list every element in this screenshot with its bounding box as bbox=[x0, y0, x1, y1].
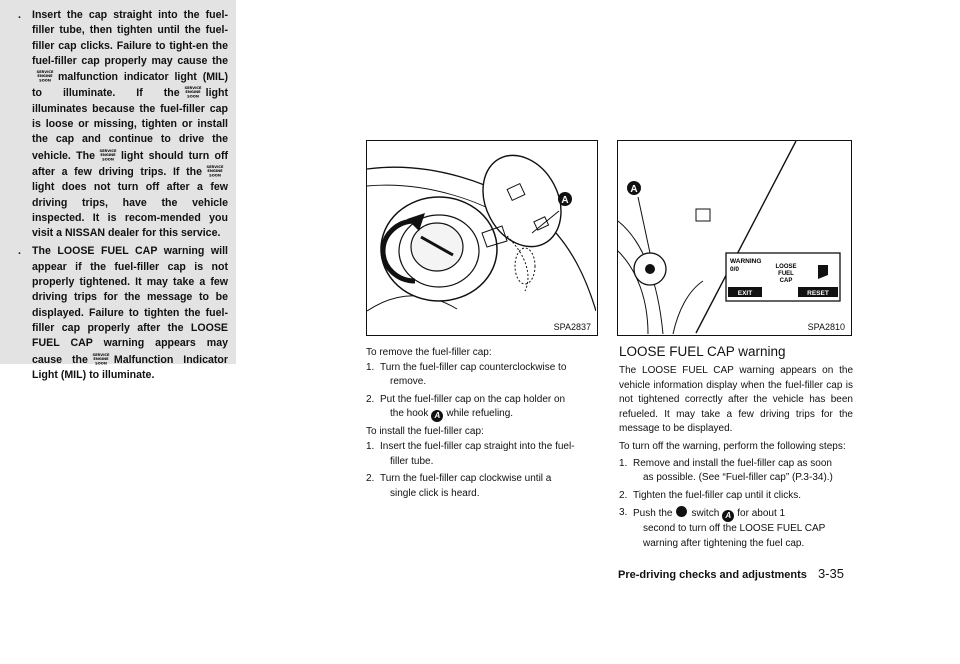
list-item: 1. Remove and install the fuel-filler cap as soon as possible. (See “Fuel-filler cap” (P.3-34).) bbox=[619, 457, 833, 484]
svg-text:SOON: SOON bbox=[209, 173, 221, 177]
svg-text:ENGINE: ENGINE bbox=[93, 356, 109, 361]
svg-text:ENGINE: ENGINE bbox=[100, 152, 116, 157]
callout-a-icon: A bbox=[722, 510, 734, 522]
svg-text:SERVICE: SERVICE bbox=[99, 148, 117, 153]
svg-text:ENGINE: ENGINE bbox=[207, 169, 223, 174]
svg-text:0/0: 0/0 bbox=[730, 266, 740, 273]
dashboard-illustration bbox=[618, 141, 850, 334]
warning-column bbox=[0, 0, 236, 381]
svg-text:EXIT: EXIT bbox=[737, 290, 753, 297]
list-item: 2. Turn the fuel-filler cap clockwise until a single click is heard. bbox=[366, 473, 552, 499]
svg-text:SOON: SOON bbox=[186, 94, 199, 99]
page-footer bbox=[618, 566, 844, 581]
figure-code: SPA2837 bbox=[553, 322, 591, 332]
section-heading: LOOSE FUEL CAP warning bbox=[619, 344, 786, 359]
list-item: 1. Insert the fuel-filler cap straight into the fuel- filler tube. bbox=[366, 440, 575, 467]
list-item: 1. Turn the fuel-filler cap counterclockwise to remove. bbox=[366, 361, 567, 388]
svg-text:SERVICE: SERVICE bbox=[36, 70, 54, 75]
svg-text:SOON: SOON bbox=[39, 78, 51, 83]
service-engine-soon-icon bbox=[96, 148, 120, 161]
svg-text:WARNING: WARNING bbox=[730, 258, 762, 265]
loose-fuel-cap-section: LOOSE FUEL CAP warning The LOOSE FUEL CAP warning appears on the vehicle information display when the fuel-filler cap is not tightened correctly after the vehicle has been refueled. It may take a few driving trips for the message to be displayed. To turn off the warning, perform the following steps: 1. Remove and install the fuel-filler cap as soon as possible. (See “Fuel-filler cap” (P.3-34).) 2. Tighten the fuel-filler cap until it clicks. 3. Push the switch A for about 1 second to turn off the LOOSE FUEL CAP warning after tightening the fuel cap. bbox=[619, 344, 853, 552]
svg-text:A: A bbox=[630, 184, 638, 195]
service-engine-soon-icon bbox=[181, 85, 205, 98]
switch-icon bbox=[676, 506, 687, 517]
svg-text:RESET: RESET bbox=[807, 290, 829, 297]
page-number: 3-35 bbox=[817, 566, 844, 581]
list-item: 2. Tighten the fuel-filler cap until it clicks. bbox=[619, 489, 802, 501]
svg-text:A: A bbox=[561, 195, 569, 206]
svg-text:FUEL: FUEL bbox=[778, 271, 794, 277]
fuel-cap-removal-figure bbox=[366, 140, 598, 336]
fuel-cap-illustration bbox=[367, 141, 596, 334]
svg-text:SOON: SOON bbox=[95, 360, 107, 365]
figure-code: SPA2810 bbox=[807, 322, 845, 332]
section-title: Pre-driving checks and adjustments bbox=[618, 569, 807, 581]
bullet-item: . The LOOSE FUEL CAP warning will appear if the fuel-filler cap is not properly tightened. It may take a few driving trips for the message to be displayed. Failure to tighten the fuel-filler cap properly after the LOOSE FUEL CAP warning appears may cause the SERVICE ENGINE SOON Malfunction Indicator Light (MIL) to illuminate. bbox=[18, 245, 228, 381]
service-engine-soon-icon bbox=[89, 352, 113, 365]
service-engine-soon-icon bbox=[203, 164, 227, 177]
bullet-item: . Insert the cap straight into the fuel-filler tube, then tighten until the fuel-filler cap clicks. Failure to tight-en the fuel-filler cap properly may cause the SERVICE ENGINE SOON malfunction indicator light (MIL) to illuminate. If the SERVICE ENGINE SOON light illuminates because the fuel-filler cap is loose or missing, tighten or install the cap and continue to drive the vehicle. The SERVICE ENGINE SOON light should turn off after a few driving trips. If the SERVICE ENGINE SOON light does not turn off after a few driving trips, have the vehicle inspected. It is recom-mended you visit a NISSAN dealer for this service. bbox=[18, 9, 228, 240]
svg-text:LOOSE: LOOSE bbox=[775, 264, 797, 270]
svg-text:SERVICE: SERVICE bbox=[184, 86, 202, 91]
list-item: 2. Put the fuel-filler cap on the cap holder on the hook A while refueling. bbox=[366, 393, 566, 421]
fuel-cap-instructions: To remove the fuel-filler cap: 1. Turn the fuel-filler cap counterclockwise to remove. 2. Put the fuel-filler cap on the cap holder on the hook A while refueling. To install the fuel-filler cap: 1. Insert the fuel-filler cap straight into the fuel- filler tube. 2. Turn the fuel-filler cap clockwise until a single click is heard. bbox=[366, 346, 600, 501]
svg-text:SERVICE: SERVICE bbox=[92, 352, 110, 357]
svg-text:ENGINE: ENGINE bbox=[37, 74, 53, 79]
list-item: 3. Push the switch A for about 1 second to turn off the LOOSE FUEL CAP warning after tightening the fuel cap. bbox=[619, 507, 826, 549]
svg-text:ENGINE: ENGINE bbox=[185, 90, 201, 95]
callout-a-icon: A bbox=[431, 410, 443, 422]
svg-text:SERVICE: SERVICE bbox=[206, 164, 224, 169]
service-engine-soon-icon bbox=[33, 69, 57, 82]
svg-text:CAP: CAP bbox=[779, 278, 793, 284]
loose-fuel-cap-display-figure bbox=[617, 140, 852, 336]
svg-text:SOON: SOON bbox=[102, 157, 114, 161]
